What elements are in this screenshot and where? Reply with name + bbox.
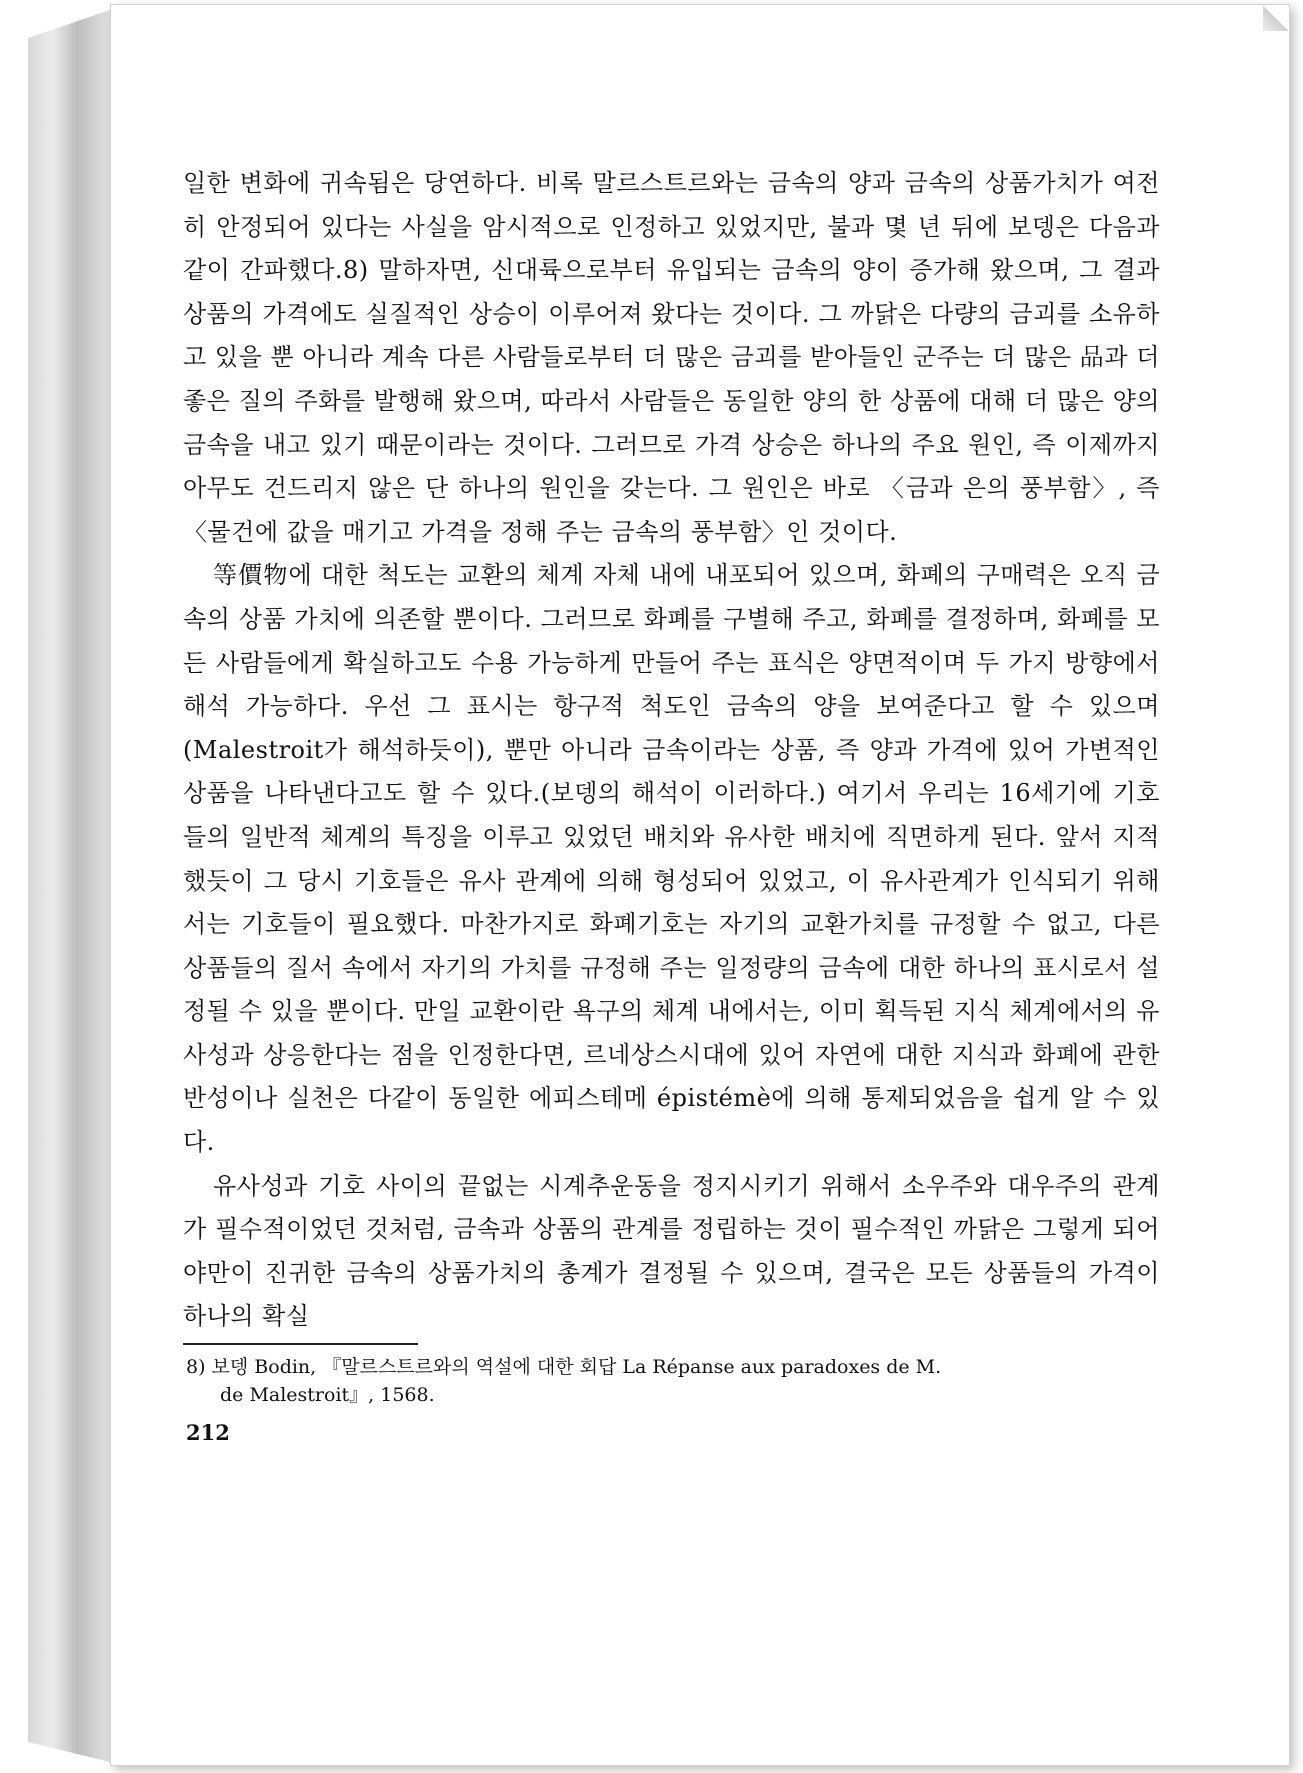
paragraph-1: 일한 변화에 귀속됨은 당연하다. 비록 말르스트르와는 금속의 양과 금속의 상품가치가 여전히 안정되어 있다는 사실을 암시적으로 인정하고 있었지만, 불과 몇 년 뒤에 보뎅은 다음과 같이 간파했다.8) 말하자면, 신대륙으로부터 유입되는 금속의 양이 증가해 왔으며, 그 결과 상품의 가격에도 실질적인 상승이 이루어져 왔다는 것이다. 그 까닭은 다량의 금괴를 소유하고 있을 뿐 아니라 계속 다른 사람들로부터 더 많은 금괴를 받아들인 군주는 더 많은 品과 더 좋은 질의 주화를 발행해 왔으며, 따라서 사람들은 동일한 양의 한 상품에 대해 더 많은 양의 금속을 내고 있기 때문이라는 것이다. 그러므로 가격 상승은 하나의 주요 원인, 즉 이제까지 아무도 건드리지 않은 단 하나의 원인을 갖는다. 그 원인은 바로 〈금과 은의 풍부함〉, 즉 〈물건에 값을 매기고 가격을 정해 주는 금속의 풍부함〉인 것이다. [183, 169, 1160, 546]
page-number: 212 [186, 1420, 230, 1445]
page-corner-fold [1263, 5, 1289, 31]
body-text [183, 162, 1160, 1339]
book-spine-edge [28, 10, 110, 1762]
paragraph-3: 유사성과 기호 사이의 끝없는 시계추운동을 정지시키기 위해서 소우주와 대우주의 관계가 필수적이었던 것처럼, 금속과 상품의 관계를 정립하는 것이 필수적인 까닭은 그렇게 되어야만이 진귀한 금속의 상품가치의 총계가 결정될 수 있으며, 결국은 모든 상품들의 가격이 하나의 확실 [183, 1171, 1160, 1331]
footnote-divider [183, 1343, 418, 1345]
footnote-line-2: de Malestroit』, 1568. [220, 1384, 435, 1406]
paragraph-2: 等價物에 대한 척도는 교환의 체계 자체 내에 내포되어 있으며, 화폐의 구매력은 오직 금속의 상품 가치에 의존할 뿐이다. 그러므로 화폐를 구별해 주고, 화폐를 결정하며, 화폐를 모든 사람들에게 확실하고도 수용 가능하게 만들어 주는 표식은 양면적이며 두 가지 방향에서 해석 가능하다. 우선 그 표시는 항구적 척도인 금속의 양을 보여준다고 할 수 있으며(Malestroit가 해석하듯이), 뿐만 아니라 금속이라는 상품, 즉 양과 가격에 있어 가변적인 상품을 나타낸다고도 할 수 있다.(보뎅의 해석이 이러하다.) 여기서 우리는 16세기에 기호들의 일반적 체계의 특징을 이루고 있었던 배치와 유사한 배치에 직면하게 된다. 앞서 지적했듯이 그 당시 기호들은 유사 관계에 의해 형성되어 있었고, 이 유사관계가 인식되기 위해서는 기호들이 필요했다. 마찬가지로 화폐기호는 자기의 교환가치를 규정할 수 없고, 다른 상품들의 질서 속에서 자기의 가치를 규정해 주는 일정량의 금속에 대한 하나의 표시로서 설정될 수 있을 뿐이다. 만일 교환이란 욕구의 체계 내에서는, 이미 획득된 지식 체계에서의 유사성과 상응한다는 점을 인정한다면, 르네상스시대에 있어 자연에 대한 지식과 화폐에 관한 반성이나 실천은 다같이 동일한 에피스테메 épistémè에 의해 통제되었음을 쉽게 알 수 있다. [183, 561, 1160, 1157]
footnote-8 [186, 1353, 1161, 1409]
footnote-line-1: 8) 보뎅 Bodin, 『말르스트르와의 역설에 대한 회답 La Répanse aux paradoxes de M. [186, 1356, 942, 1378]
